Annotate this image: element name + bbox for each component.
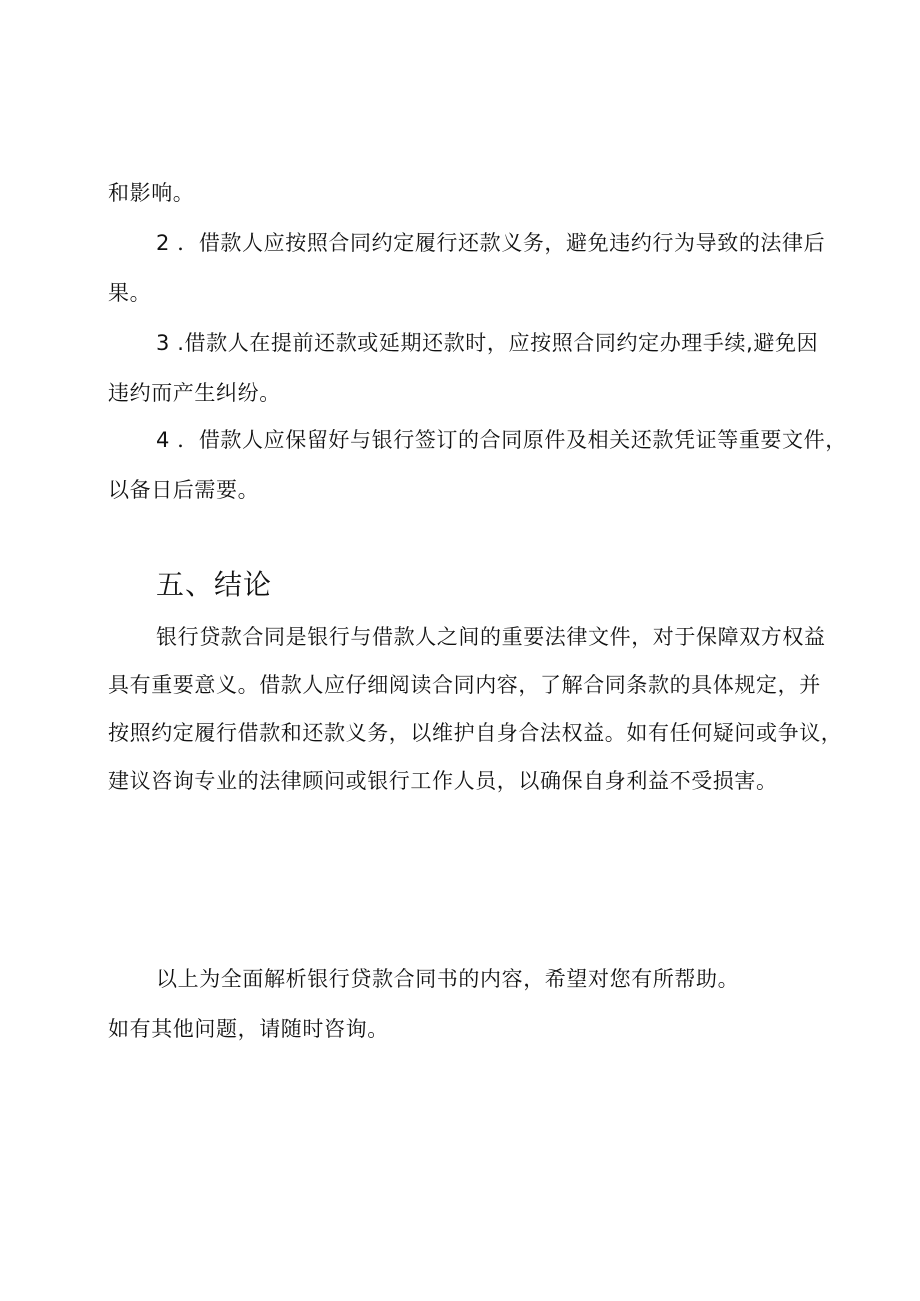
list-item-4-line2: 以备日后需要。 <box>108 478 260 502</box>
list-item-3-line2: 违约而产生纠纷。 <box>108 381 281 405</box>
section-paragraph-line: 具有重要意义。借款人应仔细阅读合同内容，了解合同条款的具体规定，并 <box>108 673 821 697</box>
section-title: 五、结论 <box>156 568 273 601</box>
closing-line-2: 如有其他问题，请随时咨询。 <box>108 1017 389 1041</box>
closing-line-1: 以上为全面解析银行贷款合同书的内容，希望对您有所帮助。 <box>156 967 740 991</box>
section-paragraph-line: 按照约定履行借款和还款义务，以维护自身合法权益。如有任何疑问或争议， <box>108 721 843 745</box>
section-paragraph-line: 银行贷款合同是银行与借款人之间的重要法律文件，对于保障双方权益 <box>156 625 826 649</box>
top-fragment: 和影响。 <box>108 181 195 205</box>
list-item-2-line2: 果。 <box>108 281 152 305</box>
list-item-4-line1: 4 ．借款人应保留好与银行签订的合同原件及相关还款凭证等重要文件， <box>156 428 847 452</box>
section-paragraph-line: 建议咨询专业的法律顾问或银行工作人员，以确保自身利益不受损害。 <box>108 769 778 793</box>
list-item-2-line1: 2 ．借款人应按照合同约定履行还款义务，避免违约行为导致的法律后 <box>156 231 826 255</box>
list-item-3-line1: 3 .借款人在提前还款或延期还款时，应按照合同约定办理手续,避免因 <box>156 331 819 355</box>
